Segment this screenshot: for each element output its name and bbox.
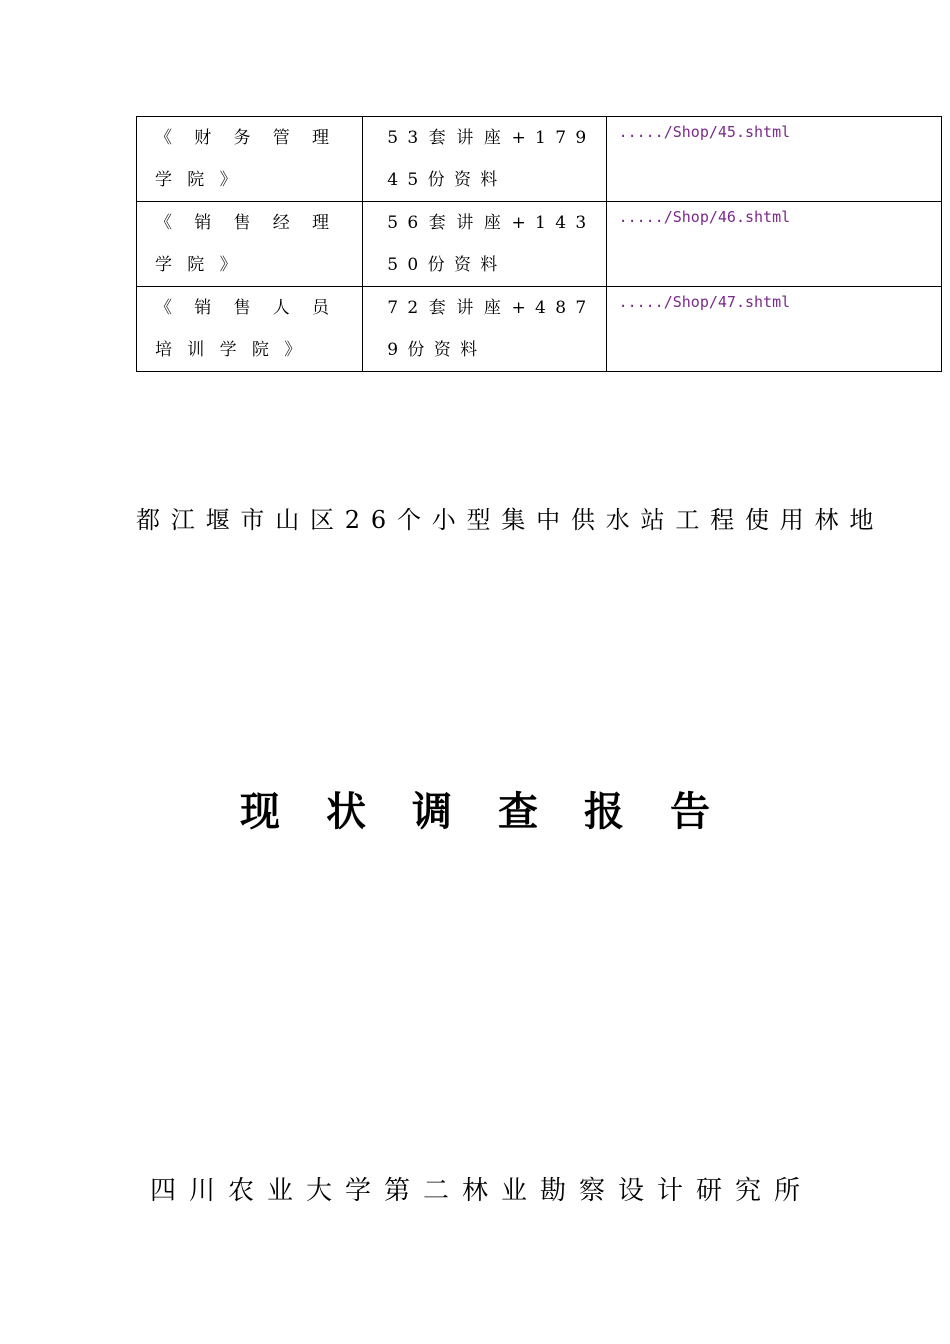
course-name-cell [137, 287, 363, 372]
resource-table [136, 116, 942, 372]
course-name-cell [137, 202, 363, 287]
course-link-cell [606, 202, 941, 287]
course-info: 53套讲座+17945份资料 [387, 128, 596, 190]
course-info: 56套讲座+14350份资料 [387, 213, 596, 275]
table-row [137, 202, 942, 287]
course-info-cell [363, 287, 606, 372]
course-link[interactable]: ...../Shop/47.shtml [618, 293, 791, 311]
course-info: 72套讲座+4879份资料 [387, 298, 596, 360]
course-link[interactable]: ...../Shop/45.shtml [618, 123, 791, 141]
course-link-cell [606, 287, 941, 372]
course-name: 《销售经理学院》 [155, 213, 345, 275]
course-name-cell [137, 117, 363, 202]
report-title: 现状调查报告 [240, 789, 756, 835]
organization-name: 四川农业大学第二林业勘察设计研究所 [149, 1176, 813, 1206]
course-info-cell [363, 202, 606, 287]
course-link[interactable]: ...../Shop/46.shtml [618, 208, 791, 226]
course-info-cell [363, 117, 606, 202]
project-title: 都江堰市山区26个小型集中供水站工程使用林地 [136, 506, 885, 534]
table-row [137, 117, 942, 202]
course-name: 《销售人员培训学院》 [155, 298, 345, 360]
course-name: 《财务管理学院》 [155, 128, 345, 190]
table-row [137, 287, 942, 372]
course-link-cell [606, 117, 941, 202]
